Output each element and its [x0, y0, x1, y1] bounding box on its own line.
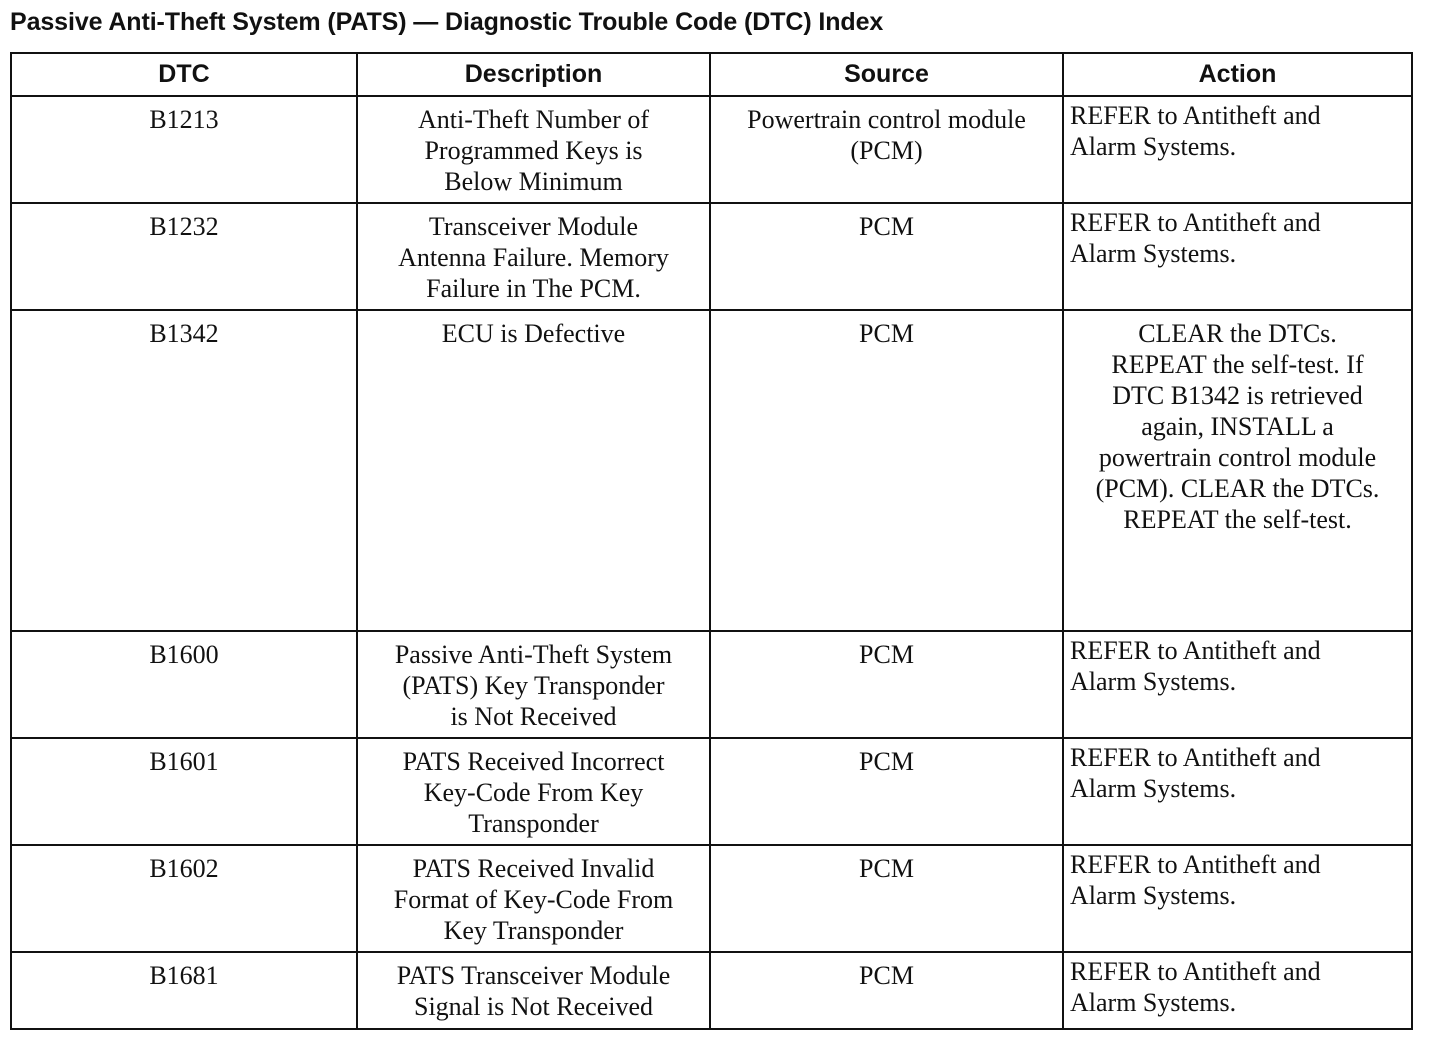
dtc-action: REFER to Antitheft and Alarm Systems. — [1070, 636, 1321, 696]
dtc-index-table — [10, 52, 1413, 1030]
table-row — [11, 738, 1412, 845]
dtc-action: CLEAR the DTCs. REPEAT the self-test. If DTC B1342 is retrieved again, INSTALL a powertrain control module (PCM). CLEAR the DTCs. REPEAT the self-test. — [1095, 319, 1380, 534]
action-cell — [1063, 96, 1412, 203]
dtc-description: Passive Anti-Theft System (PATS) Key Transponder is Not Received — [394, 640, 673, 731]
column-header-dtc: DTC — [11, 53, 357, 96]
dtc-source: PCM — [859, 961, 914, 990]
table-row — [11, 631, 1412, 738]
source-cell — [710, 952, 1063, 1029]
dtc-description: Transceiver Module Antenna Failure. Memory Failure in The PCM. — [398, 212, 669, 303]
dtc-description: Anti-Theft Number of Programmed Keys is Below Minimum — [417, 105, 650, 196]
column-header-source: Source — [710, 53, 1063, 96]
description-cell — [357, 631, 710, 738]
dtc-code-cell — [11, 203, 357, 310]
dtc-code: B1602 — [149, 854, 219, 883]
dtc-description: PATS Transceiver Module Signal is Not Received — [396, 961, 671, 1021]
description-cell — [357, 738, 710, 845]
dtc-action: REFER to Antitheft and Alarm Systems. — [1070, 957, 1321, 1017]
description-cell — [357, 96, 710, 203]
source-cell — [710, 631, 1063, 738]
source-cell — [710, 738, 1063, 845]
page-title: Passive Anti-Theft System (PATS) — Diagnostic Trouble Code (DTC) Index — [10, 8, 884, 36]
action-cell — [1063, 952, 1412, 1029]
action-cell — [1063, 738, 1412, 845]
dtc-source: Powertrain control module (PCM) — [747, 105, 1026, 165]
dtc-action: REFER to Antitheft and Alarm Systems. — [1070, 743, 1321, 803]
table-row — [11, 952, 1412, 1029]
dtc-source: PCM — [859, 640, 914, 669]
dtc-code: B1600 — [149, 640, 219, 669]
dtc-action: REFER to Antitheft and Alarm Systems. — [1070, 101, 1321, 161]
table-row — [11, 96, 1412, 203]
action-cell — [1063, 310, 1412, 631]
description-cell — [357, 952, 710, 1029]
dtc-source: PCM — [859, 747, 914, 776]
dtc-code-cell — [11, 738, 357, 845]
dtc-code-cell — [11, 631, 357, 738]
description-cell — [357, 310, 710, 631]
dtc-source: PCM — [859, 319, 914, 348]
table-row — [11, 203, 1412, 310]
dtc-action: REFER to Antitheft and Alarm Systems. — [1070, 208, 1321, 268]
description-cell — [357, 845, 710, 952]
dtc-description: PATS Received Invalid Format of Key-Code From Key Transponder — [393, 854, 674, 945]
source-cell — [710, 96, 1063, 203]
action-cell — [1063, 203, 1412, 310]
column-header-description: Description — [357, 53, 710, 96]
table-row — [11, 845, 1412, 952]
action-cell — [1063, 845, 1412, 952]
dtc-code: B1601 — [149, 747, 219, 776]
table-row — [11, 310, 1412, 631]
column-header-action: Action — [1063, 53, 1412, 96]
dtc-source: PCM — [859, 854, 914, 883]
dtc-source: PCM — [859, 212, 914, 241]
dtc-code-cell — [11, 310, 357, 631]
dtc-code: B1232 — [149, 212, 219, 241]
dtc-code-cell — [11, 952, 357, 1029]
source-cell — [710, 845, 1063, 952]
table-header-row — [11, 53, 1412, 96]
source-cell — [710, 310, 1063, 631]
dtc-code: B1681 — [149, 961, 219, 990]
dtc-code-cell — [11, 845, 357, 952]
dtc-code: B1342 — [149, 319, 219, 348]
dtc-code: B1213 — [149, 105, 219, 134]
source-cell — [710, 203, 1063, 310]
dtc-description: ECU is Defective — [441, 319, 626, 348]
dtc-description: PATS Received Incorrect Key-Code From Key Transponder — [402, 747, 665, 838]
dtc-action: REFER to Antitheft and Alarm Systems. — [1070, 850, 1321, 910]
description-cell — [357, 203, 710, 310]
action-cell — [1063, 631, 1412, 738]
dtc-code-cell — [11, 96, 357, 203]
